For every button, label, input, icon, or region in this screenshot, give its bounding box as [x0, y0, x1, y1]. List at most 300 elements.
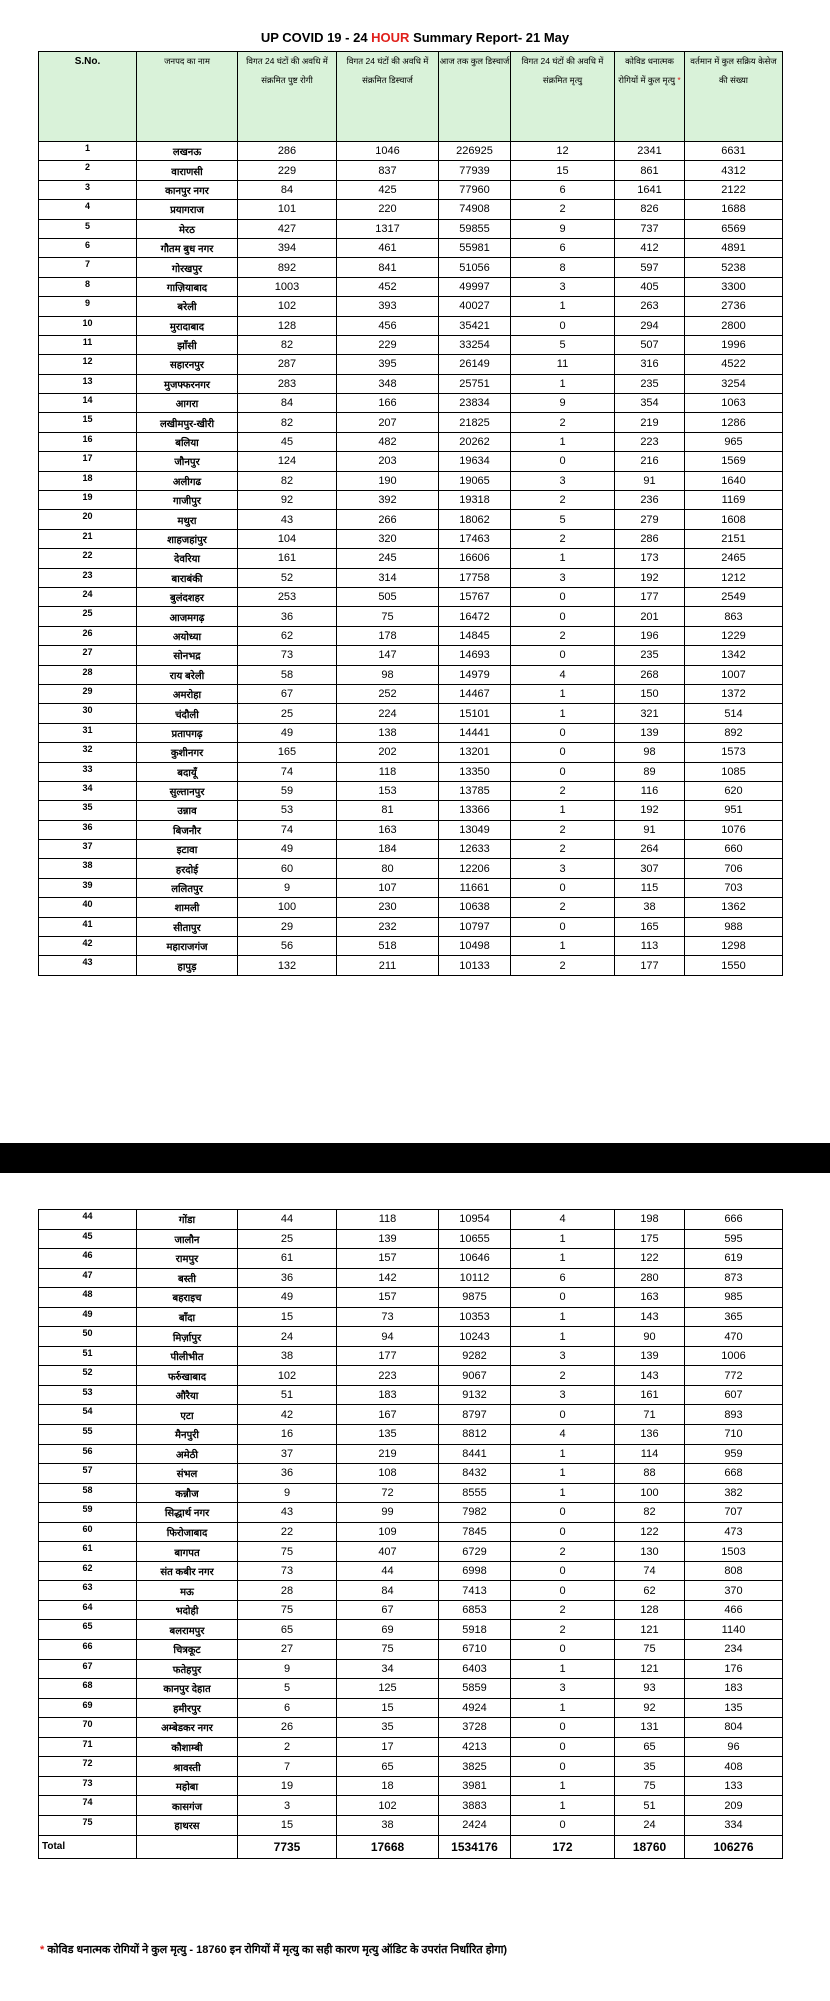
- footnote-asterisk: *: [40, 1944, 45, 1956]
- cell-discharged-24h: 69: [337, 1620, 439, 1640]
- cell-district: बुलंदशहर: [137, 587, 238, 606]
- cell-discharged-24h: 178: [337, 626, 439, 645]
- cell-discharged-24h: 67: [337, 1600, 439, 1620]
- cell-active-cases: 382: [685, 1483, 783, 1503]
- cell-deaths-24h: 1: [511, 374, 615, 393]
- cell-new-cases: 38: [238, 1346, 337, 1366]
- cell-district: झाँसी: [137, 335, 238, 354]
- cell-district: बिजनौर: [137, 820, 238, 839]
- cell-deaths-24h: 2: [511, 413, 615, 432]
- cell-district: एटा: [137, 1405, 238, 1425]
- cell-total-discharged: 10954: [439, 1210, 511, 1230]
- cell-total-discharged: 2424: [439, 1815, 511, 1835]
- cell-total-discharged: 77960: [439, 180, 511, 199]
- cell-district: प्रयागराज: [137, 200, 238, 219]
- cell-deaths-24h: 9: [511, 394, 615, 413]
- table-row: [39, 1268, 783, 1288]
- cell-total-discharged: 226925: [439, 142, 511, 161]
- cell-discharged-24h: 75: [337, 607, 439, 626]
- col-header-discharged-24h: विगत 24 घंटों की अवधि में संक्रमित डिस्चार्ज: [337, 52, 439, 142]
- cell-discharged-24h: 482: [337, 432, 439, 451]
- cell-total-discharged: 3728: [439, 1718, 511, 1738]
- cell-total-deaths: 150: [615, 684, 685, 703]
- cell-new-cases: 132: [238, 956, 337, 975]
- cell-sno: 63: [39, 1581, 137, 1601]
- cell-active-cases: 985: [685, 1288, 783, 1308]
- cell-discharged-24h: 80: [337, 859, 439, 878]
- cell-deaths-24h: 1: [511, 549, 615, 568]
- cell-total-deaths: 75: [615, 1640, 685, 1660]
- cell-district: बाराबंकी: [137, 568, 238, 587]
- table-row: [39, 762, 783, 781]
- cell-deaths-24h: 4: [511, 665, 615, 684]
- cell-total-discharged: 35421: [439, 316, 511, 335]
- cell-active-cases: 370: [685, 1581, 783, 1601]
- cell-new-cases: 102: [238, 1366, 337, 1386]
- cell-total-deaths: 405: [615, 277, 685, 296]
- cell-district: महाराजगंज: [137, 937, 238, 956]
- cell-new-cases: 9: [238, 1659, 337, 1679]
- cell-active-cases: 1608: [685, 510, 783, 529]
- cell-sno: 59: [39, 1503, 137, 1523]
- cell-sno: 26: [39, 626, 137, 645]
- cell-active-cases: 408: [685, 1757, 783, 1777]
- cell-new-cases: 74: [238, 762, 337, 781]
- cell-deaths-24h: 2: [511, 1542, 615, 1562]
- cell-total-deaths: 412: [615, 238, 685, 257]
- cell-sno: 75: [39, 1815, 137, 1835]
- cell-district: कासगंज: [137, 1796, 238, 1816]
- cell-total-deaths: 216: [615, 452, 685, 471]
- cell-total-discharged: 8432: [439, 1464, 511, 1484]
- cell-deaths-24h: 0: [511, 452, 615, 471]
- total-new-cases: 7735: [238, 1835, 337, 1858]
- cell-sno: 19: [39, 491, 137, 510]
- cell-total-deaths: 268: [615, 665, 685, 684]
- cell-district: बागपत: [137, 1542, 238, 1562]
- cell-discharged-24h: 393: [337, 297, 439, 316]
- cell-active-cases: 2151: [685, 529, 783, 548]
- cell-new-cases: 101: [238, 200, 337, 219]
- cell-total-discharged: 15101: [439, 704, 511, 723]
- cell-sno: 38: [39, 859, 137, 878]
- cell-active-cases: 707: [685, 1503, 783, 1523]
- cell-sno: 16: [39, 432, 137, 451]
- table-row: [39, 937, 783, 956]
- cell-sno: 64: [39, 1600, 137, 1620]
- table-row: [39, 1229, 783, 1249]
- cell-new-cases: 16: [238, 1425, 337, 1445]
- cell-active-cases: 668: [685, 1464, 783, 1484]
- table-row: [39, 1581, 783, 1601]
- cell-total-discharged: 8812: [439, 1425, 511, 1445]
- cell-total-deaths: 235: [615, 646, 685, 665]
- cell-deaths-24h: 0: [511, 1718, 615, 1738]
- cell-discharged-24h: 456: [337, 316, 439, 335]
- cell-total-discharged: 33254: [439, 335, 511, 354]
- cell-discharged-24h: 518: [337, 937, 439, 956]
- cell-total-discharged: 51056: [439, 258, 511, 277]
- cell-district: हाथरस: [137, 1815, 238, 1835]
- cell-sno: 69: [39, 1698, 137, 1718]
- table-row: [39, 607, 783, 626]
- cell-new-cases: 58: [238, 665, 337, 684]
- cell-district: हरदोई: [137, 859, 238, 878]
- cell-discharged-24h: 224: [337, 704, 439, 723]
- cell-active-cases: 607: [685, 1385, 783, 1405]
- table-row: [39, 374, 783, 393]
- cell-deaths-24h: 15: [511, 161, 615, 180]
- cell-discharged-24h: 108: [337, 1464, 439, 1484]
- cell-new-cases: 44: [238, 1210, 337, 1230]
- cell-discharged-24h: 166: [337, 394, 439, 413]
- cell-total-deaths: 294: [615, 316, 685, 335]
- cell-new-cases: 73: [238, 1561, 337, 1581]
- cell-sno: 2: [39, 161, 137, 180]
- cell-discharged-24h: 135: [337, 1425, 439, 1445]
- cell-deaths-24h: 8: [511, 258, 615, 277]
- cell-total-discharged: 4213: [439, 1737, 511, 1757]
- cell-sno: 37: [39, 840, 137, 859]
- cell-sno: 43: [39, 956, 137, 975]
- cell-new-cases: 100: [238, 898, 337, 917]
- cell-sno: 30: [39, 704, 137, 723]
- cell-total-discharged: 19318: [439, 491, 511, 510]
- table-row: [39, 1600, 783, 1620]
- header-row: [39, 52, 783, 142]
- cell-total-deaths: 316: [615, 355, 685, 374]
- cell-new-cases: 56: [238, 937, 337, 956]
- cell-sno: 6: [39, 238, 137, 257]
- table-row: [39, 471, 783, 490]
- cell-total-discharged: 5859: [439, 1679, 511, 1699]
- cell-new-cases: 42: [238, 1405, 337, 1425]
- cell-active-cases: 863: [685, 607, 783, 626]
- table-row: [39, 1815, 783, 1835]
- cell-new-cases: 29: [238, 917, 337, 936]
- cell-deaths-24h: 0: [511, 917, 615, 936]
- title-prefix: UP COVID 19 - 24: [260, 30, 372, 45]
- cell-district: लखनऊ: [137, 142, 238, 161]
- cell-district: भदोही: [137, 1600, 238, 1620]
- table-row: [39, 297, 783, 316]
- cell-total-discharged: 10243: [439, 1327, 511, 1347]
- cell-district: कानपुर देहात: [137, 1679, 238, 1699]
- cell-total-discharged: 13201: [439, 743, 511, 762]
- title-highlight: HOUR: [371, 30, 410, 45]
- cell-sno: 70: [39, 1718, 137, 1738]
- cell-new-cases: 6: [238, 1698, 337, 1718]
- cell-deaths-24h: 0: [511, 743, 615, 762]
- cell-active-cases: 1550: [685, 956, 783, 975]
- table-row: [39, 238, 783, 257]
- cell-discharged-24h: 207: [337, 413, 439, 432]
- table-row: [39, 1288, 783, 1308]
- total-deaths-label: कोविड धनात्मक रोगियों में कुल मृत्यु: [618, 56, 676, 85]
- cell-active-cases: 959: [685, 1444, 783, 1464]
- cell-district: महोबा: [137, 1776, 238, 1796]
- cell-total-deaths: 1641: [615, 180, 685, 199]
- cell-new-cases: 51: [238, 1385, 337, 1405]
- cell-sno: 28: [39, 665, 137, 684]
- cell-sno: 8: [39, 277, 137, 296]
- cell-deaths-24h: 0: [511, 1288, 615, 1308]
- cell-total-discharged: 21825: [439, 413, 511, 432]
- cell-active-cases: 1076: [685, 820, 783, 839]
- table-row: [39, 801, 783, 820]
- cell-sno: 11: [39, 335, 137, 354]
- cell-active-cases: 470: [685, 1327, 783, 1347]
- cell-discharged-24h: 17: [337, 1737, 439, 1757]
- cell-new-cases: 75: [238, 1600, 337, 1620]
- cell-new-cases: 7: [238, 1757, 337, 1777]
- cell-discharged-24h: 219: [337, 1444, 439, 1464]
- cell-total-discharged: 10353: [439, 1307, 511, 1327]
- cell-new-cases: 36: [238, 1268, 337, 1288]
- cell-active-cases: 6569: [685, 219, 783, 238]
- cell-deaths-24h: 4: [511, 1425, 615, 1445]
- cell-district: जौनपुर: [137, 452, 238, 471]
- cell-new-cases: 62: [238, 626, 337, 645]
- cell-sno: 20: [39, 510, 137, 529]
- cell-total-discharged: 77939: [439, 161, 511, 180]
- cell-active-cases: 772: [685, 1366, 783, 1386]
- total-deaths-24h: 172: [511, 1835, 615, 1858]
- cell-sno: 40: [39, 898, 137, 917]
- cell-total-deaths: 90: [615, 1327, 685, 1347]
- cell-sno: 39: [39, 878, 137, 897]
- cell-discharged-24h: 232: [337, 917, 439, 936]
- table-row: [39, 1425, 783, 1445]
- table-row: [39, 529, 783, 548]
- cell-new-cases: 92: [238, 491, 337, 510]
- total-district-cell: [137, 1835, 238, 1858]
- cell-discharged-24h: 102: [337, 1796, 439, 1816]
- page-divider: [0, 1143, 830, 1173]
- cell-total-deaths: 114: [615, 1444, 685, 1464]
- cell-active-cases: 3254: [685, 374, 783, 393]
- cell-sno: 46: [39, 1249, 137, 1269]
- cell-total-discharged: 10133: [439, 956, 511, 975]
- cell-district: इटावा: [137, 840, 238, 859]
- cell-discharged-24h: 15: [337, 1698, 439, 1718]
- cell-discharged-24h: 223: [337, 1366, 439, 1386]
- cell-total-discharged: 25751: [439, 374, 511, 393]
- cell-district: अलीगढ: [137, 471, 238, 490]
- cell-total-discharged: 10498: [439, 937, 511, 956]
- cell-total-deaths: 98: [615, 743, 685, 762]
- cell-sno: 73: [39, 1776, 137, 1796]
- table-row: [39, 200, 783, 219]
- cell-total-discharged: 8555: [439, 1483, 511, 1503]
- cell-new-cases: 124: [238, 452, 337, 471]
- cell-total-deaths: 196: [615, 626, 685, 645]
- cell-active-cases: 804: [685, 1718, 783, 1738]
- cell-total-discharged: 10638: [439, 898, 511, 917]
- cell-total-discharged: 6403: [439, 1659, 511, 1679]
- cell-deaths-24h: 9: [511, 219, 615, 238]
- cell-sno: 27: [39, 646, 137, 665]
- cell-active-cases: 1140: [685, 1620, 783, 1640]
- cell-district: अमेठी: [137, 1444, 238, 1464]
- cell-discharged-24h: 392: [337, 491, 439, 510]
- cell-active-cases: 1229: [685, 626, 783, 645]
- cell-district: सोनभद्र: [137, 646, 238, 665]
- cell-total-deaths: 92: [615, 1698, 685, 1718]
- cell-total-deaths: 163: [615, 1288, 685, 1308]
- header-asterisk: *: [677, 75, 681, 85]
- cell-total-discharged: 6710: [439, 1640, 511, 1660]
- cell-new-cases: 229: [238, 161, 337, 180]
- cell-total-deaths: 192: [615, 801, 685, 820]
- cell-new-cases: 283: [238, 374, 337, 393]
- table-row: [39, 1385, 783, 1405]
- cell-active-cases: 951: [685, 801, 783, 820]
- cell-total-deaths: 263: [615, 297, 685, 316]
- cell-deaths-24h: 3: [511, 277, 615, 296]
- cell-discharged-24h: 72: [337, 1483, 439, 1503]
- cell-total-deaths: 223: [615, 432, 685, 451]
- footnote-text: कोविड धनात्मक रोगियों ने कुल मृत्यु - 18760 इन रोगियों में मृत्यु का सही कारण मृत्यु ऑडिट के उपरांत निर्धारित होगा): [44, 1944, 508, 1956]
- cell-new-cases: 5: [238, 1679, 337, 1699]
- total-row: [39, 1835, 783, 1858]
- cell-total-deaths: 177: [615, 956, 685, 975]
- cell-deaths-24h: 1: [511, 1483, 615, 1503]
- cell-active-cases: 1169: [685, 491, 783, 510]
- cell-active-cases: 1372: [685, 684, 783, 703]
- cell-deaths-24h: 2: [511, 781, 615, 800]
- cell-deaths-24h: 0: [511, 1405, 615, 1425]
- col-header-district: जनपद का नाम: [137, 52, 238, 142]
- cell-discharged-24h: 841: [337, 258, 439, 277]
- cell-new-cases: 22: [238, 1522, 337, 1542]
- cell-district: फिरोजाबाद: [137, 1522, 238, 1542]
- cell-deaths-24h: 12: [511, 142, 615, 161]
- table-row: [39, 1679, 783, 1699]
- cell-discharged-24h: 44: [337, 1561, 439, 1581]
- cell-active-cases: 1640: [685, 471, 783, 490]
- cell-discharged-24h: 125: [337, 1679, 439, 1699]
- cell-total-discharged: 10646: [439, 1249, 511, 1269]
- cell-discharged-24h: 75: [337, 1640, 439, 1660]
- cell-total-discharged: 59855: [439, 219, 511, 238]
- table-row: [39, 258, 783, 277]
- cell-district: फतेहपुर: [137, 1659, 238, 1679]
- footnote: [40, 1942, 800, 1957]
- cell-sno: 57: [39, 1464, 137, 1484]
- col-header-sno: S.No.: [39, 52, 137, 142]
- total-discharged: 1534176: [439, 1835, 511, 1858]
- cell-active-cases: 514: [685, 704, 783, 723]
- cell-deaths-24h: 1: [511, 1796, 615, 1816]
- cell-new-cases: 49: [238, 840, 337, 859]
- table-row: [39, 335, 783, 354]
- cell-total-deaths: 82: [615, 1503, 685, 1523]
- cell-discharged-24h: 98: [337, 665, 439, 684]
- cell-total-discharged: 7845: [439, 1522, 511, 1542]
- cell-total-discharged: 8797: [439, 1405, 511, 1425]
- cell-deaths-24h: 3: [511, 859, 615, 878]
- cell-discharged-24h: 252: [337, 684, 439, 703]
- cell-active-cases: 666: [685, 1210, 783, 1230]
- cell-total-discharged: 12206: [439, 859, 511, 878]
- cell-discharged-24h: 118: [337, 1210, 439, 1230]
- table-row: [39, 1483, 783, 1503]
- table-row: [39, 1327, 783, 1347]
- table-row: [39, 568, 783, 587]
- cell-sno: 67: [39, 1659, 137, 1679]
- cell-active-cases: 1298: [685, 937, 783, 956]
- cell-total-discharged: 9132: [439, 1385, 511, 1405]
- cell-total-discharged: 6998: [439, 1561, 511, 1581]
- cell-sno: 21: [39, 529, 137, 548]
- cell-active-cases: 893: [685, 1405, 783, 1425]
- cell-deaths-24h: 1: [511, 801, 615, 820]
- cell-active-cases: 1688: [685, 200, 783, 219]
- cell-total-deaths: 75: [615, 1776, 685, 1796]
- cell-total-discharged: 16606: [439, 549, 511, 568]
- cell-active-cases: 4522: [685, 355, 783, 374]
- cell-deaths-24h: 1: [511, 704, 615, 723]
- table-row: [39, 704, 783, 723]
- cell-sno: 34: [39, 781, 137, 800]
- cell-district: आगरा: [137, 394, 238, 413]
- cell-sno: 5: [39, 219, 137, 238]
- cell-district: श्रावस्ती: [137, 1757, 238, 1777]
- cell-total-discharged: 18062: [439, 510, 511, 529]
- cell-total-discharged: 5918: [439, 1620, 511, 1640]
- cell-total-discharged: 15767: [439, 587, 511, 606]
- cell-district: लखीमपुर-खीरी: [137, 413, 238, 432]
- cell-new-cases: 82: [238, 471, 337, 490]
- cell-deaths-24h: 2: [511, 491, 615, 510]
- cell-new-cases: 128: [238, 316, 337, 335]
- summary-table-part2: [38, 1209, 783, 1859]
- cell-active-cases: 1362: [685, 898, 783, 917]
- cell-total-deaths: 321: [615, 704, 685, 723]
- cell-total-deaths: 91: [615, 820, 685, 839]
- cell-district: बाँदा: [137, 1307, 238, 1327]
- cell-total-discharged: 7982: [439, 1503, 511, 1523]
- cell-deaths-24h: 0: [511, 587, 615, 606]
- cell-discharged-24h: 184: [337, 840, 439, 859]
- cell-total-deaths: 143: [615, 1366, 685, 1386]
- cell-active-cases: 2465: [685, 549, 783, 568]
- cell-new-cases: 67: [238, 684, 337, 703]
- cell-active-cases: 466: [685, 1600, 783, 1620]
- cell-district: बलरामपुर: [137, 1620, 238, 1640]
- cell-total-discharged: 10797: [439, 917, 511, 936]
- cell-discharged-24h: 35: [337, 1718, 439, 1738]
- cell-district: चित्रकूट: [137, 1640, 238, 1660]
- cell-district: अयोध्या: [137, 626, 238, 645]
- cell-deaths-24h: 1: [511, 432, 615, 451]
- cell-total-discharged: 26149: [439, 355, 511, 374]
- table-row: [39, 491, 783, 510]
- cell-district: गाजीपुर: [137, 491, 238, 510]
- cell-sno: 33: [39, 762, 137, 781]
- cell-new-cases: 60: [238, 859, 337, 878]
- cell-sno: 7: [39, 258, 137, 277]
- cell-deaths-24h: 3: [511, 471, 615, 490]
- cell-new-cases: 73: [238, 646, 337, 665]
- cell-total-discharged: 14441: [439, 723, 511, 742]
- cell-total-deaths: 115: [615, 878, 685, 897]
- cell-discharged-24h: 153: [337, 781, 439, 800]
- cell-total-deaths: 88: [615, 1464, 685, 1484]
- cell-total-deaths: 121: [615, 1659, 685, 1679]
- cell-discharged-24h: 461: [337, 238, 439, 257]
